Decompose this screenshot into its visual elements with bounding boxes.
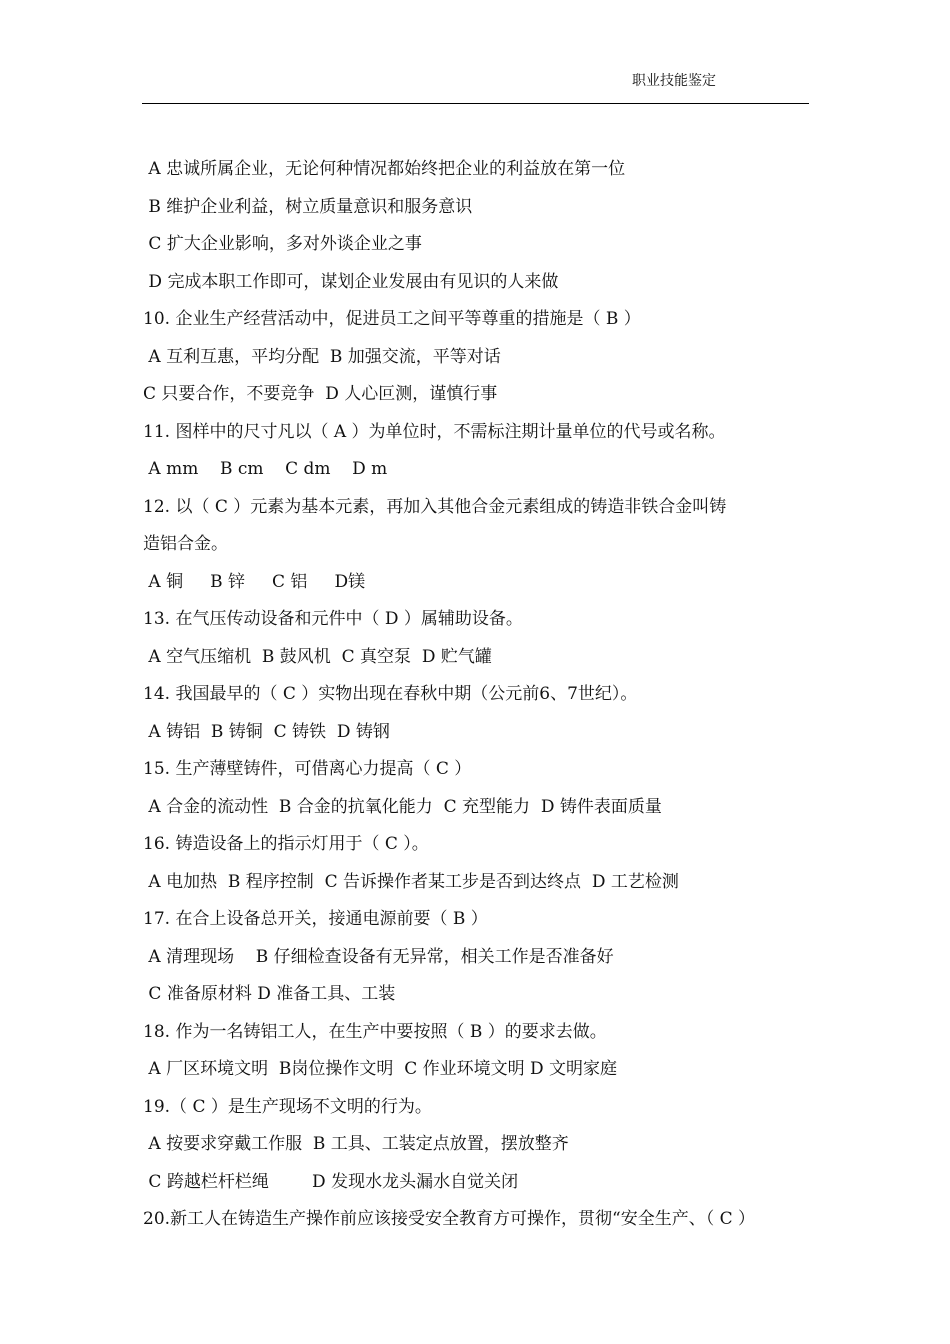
question-14: 14. 我国最早的（ C ）实物出现在春秋中期（公元前6、7世纪）。: [143, 684, 638, 704]
question-19: 19.（ C ）是生产现场不文明的行为。: [143, 1096, 432, 1117]
text-line: A 电加热 B 程序控制 C 告诉操作者某工步是否到达终点 D 工艺检测: [143, 871, 679, 892]
question-16: 16. 铸造设备上的指示灯用于（ C ）。: [143, 834, 429, 854]
text-line: A 合金的流动性 B 合金的抗氧化能力 C 充型能力 D 铸件表面质量: [143, 796, 662, 817]
text-line: C 只要合作，不要竞争 D 人心叵测，谨慎行事: [143, 384, 498, 404]
text-line: A 空气压缩机 B 鼓风机 C 真空泵 D 贮气罐: [143, 646, 492, 667]
header-divider: [142, 103, 809, 104]
text-line: C 准备原材料 D 准备工具、工装: [143, 984, 396, 1004]
text-line: D 完成本职工作即可，谋划企业发展由有见识的人来做: [143, 271, 559, 292]
text-line: A 清理现场 B 仔细检查设备有无异常，相关工作是否准备好: [143, 946, 614, 967]
question-10: 10. 企业生产经营活动中，促进员工之间平等尊重的措施是（ B ）: [143, 309, 641, 329]
text-line: A 铜 B 锌 C 铝 D镁: [143, 571, 366, 592]
text-line: A 互利互惠，平均分配 B 加强交流，平等对话: [143, 346, 501, 367]
question-15: 15. 生产薄壁铸件，可借离心力提高（ C ）: [143, 759, 472, 779]
question-20: 20.新工人在铸造生产操作前应该接受安全教育方可操作，贯彻“安全生产、（ C ）: [143, 1209, 756, 1229]
header-title: 职业技能鉴定: [632, 73, 716, 89]
question-12: 12. 以（ C ）元素为基本元素，再加入其他合金元素组成的铸造非铁合金叫铸: [143, 496, 727, 517]
question-13: 13. 在气压传动设备和元件中（ D ）属辅助设备。: [143, 609, 523, 629]
text-line: A 铸铝 B 铸铜 C 铸铁 D 铸钢: [143, 721, 390, 742]
text-line: C 扩大企业影响，多对外谈企业之事: [143, 234, 422, 254]
text-line: B 维护企业利益，树立质量意识和服务意识: [143, 196, 473, 217]
text-line: A 忠诚所属企业，无论何种情况都始终把企业的利益放在第一位: [143, 159, 626, 179]
text-line: A 厂区环境文明 B岗位操作文明 C 作业环境文明 D 文明家庭: [143, 1059, 618, 1079]
text-line: 造铝合金。: [143, 534, 228, 554]
document-body: [143, 151, 811, 1239]
text-line: C 跨越栏杆栏绳 D 发现水龙头漏水自觉关闭: [143, 1171, 519, 1192]
question-17: 17. 在合上设备总开关，接通电源前要（ B ）: [143, 909, 488, 929]
text-line: A mm B cm C dm D m: [143, 459, 388, 479]
text-line: A 按要求穿戴工作服 B 工具、工装定点放置，摆放整齐: [143, 1134, 569, 1154]
question-18: 18. 作为一名铸铝工人，在生产中要按照（ B ）的要求去做。: [143, 1021, 607, 1042]
question-11: 11. 图样中的尺寸凡以（ A ）为单位时，不需标注期计量单位的代号或名称。: [143, 421, 726, 442]
